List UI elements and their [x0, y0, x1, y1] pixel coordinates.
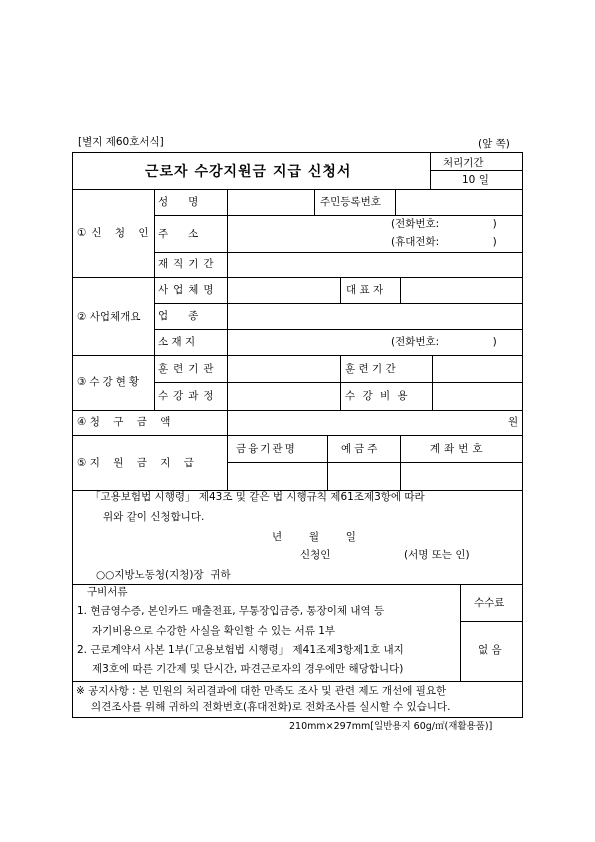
account-number-label: 계좌번호 — [430, 443, 487, 455]
course-label: 수강과정 — [158, 390, 219, 402]
notice-line2: 의견조사를 위해 귀하의 전화번호(휴대전화)로 전화조사를 실시할 수 있습니다. — [91, 701, 451, 713]
training-section-label: ③수강현황 — [77, 376, 142, 388]
applicant-section-label: ①신 청 인 — [77, 227, 154, 239]
form-number: [별지 제60호서식] — [78, 136, 164, 148]
document-item-2a: 2. 근로계약서 사본 1부(「고용보험법 시행령」 제41조제3항제1호 내지 — [77, 644, 404, 656]
notice-line1: ※ 공지사항 : 본 민원의 처리결과에 대한 만족도 조사 및 관련 제도 개선에 필요한 — [76, 685, 447, 697]
business-name-label: 사업체명 — [158, 284, 219, 296]
training-org-label: 훈련기관 — [158, 363, 219, 375]
paper-spec: 210mm×297mm[일반용지 60g/㎡(재활용품)] — [289, 721, 493, 732]
applicant-signature-label: 신청인 — [300, 549, 331, 561]
location-label: 소 재 지 — [158, 336, 196, 348]
account-holder-label: 예금주 — [341, 443, 381, 455]
documents-title: 구비서류 — [87, 586, 128, 598]
industry-label: 업 종 — [158, 310, 199, 322]
processing-period-label: 처리기간 — [443, 157, 484, 169]
business-section-label: ② 사업체개요 — [77, 311, 141, 323]
declaration-date[interactable]: 년 월 일 — [272, 531, 356, 543]
document-item-1a: 1. 현금영수증, 본인카드 매출전표, 무통장입금증, 통장이체 내역 등 — [77, 605, 385, 617]
processing-period-value: 10 일 — [462, 174, 489, 186]
document-item-2b: 제3호에 따른 기간제 및 단시간, 파견근로자의 경우에만 해당합니다) — [92, 663, 404, 675]
declaration-line2: 위와 같이 신청합니다. — [103, 511, 205, 523]
addressee: ○○지방노동청(지청)장 귀하 — [96, 569, 231, 581]
name-label: 성 명 — [158, 196, 199, 208]
page-side: (앞 쪽) — [478, 138, 510, 150]
fee-label: 수수료 — [474, 597, 505, 609]
phone-field[interactable]: (전화번호: ) — [391, 218, 497, 230]
form-title: 근로자 수강지원금 지급 신청서 — [145, 164, 352, 180]
declaration-line1: 「고용보험법 시행령」 제43조 및 같은 법 시행규칙 제61조제3항에 따라 — [90, 491, 425, 503]
document-item-1b: 자기비용으로 수강한 사실을 확인할 수 있는 서류 1부 — [92, 625, 336, 637]
address-label: 주 소 — [158, 228, 199, 240]
course-cost-label: 수 강 비 용 — [345, 390, 410, 402]
rrn-label: 주민등록번호 — [320, 196, 381, 208]
signature-field[interactable]: (서명 또는 인) — [404, 549, 470, 561]
representative-label: 대 표 자 — [346, 284, 384, 296]
training-period-label: 훈 련 기 간 — [345, 363, 396, 375]
bank-name-label: 금융기관명 — [236, 443, 297, 455]
mobile-field[interactable]: (휴대전화: ) — [391, 236, 497, 248]
support-payment-label: ⑤ 지 원 금 지 급 — [77, 457, 194, 469]
business-phone-field[interactable]: (전화번호: ) — [391, 336, 497, 348]
workplace-period-label: 재직기간 — [158, 258, 219, 270]
claim-unit: 원 — [508, 416, 519, 428]
claim-amount-label: ④ 청 구 금 액 — [77, 416, 171, 428]
fee-value: 없 음 — [478, 644, 502, 656]
